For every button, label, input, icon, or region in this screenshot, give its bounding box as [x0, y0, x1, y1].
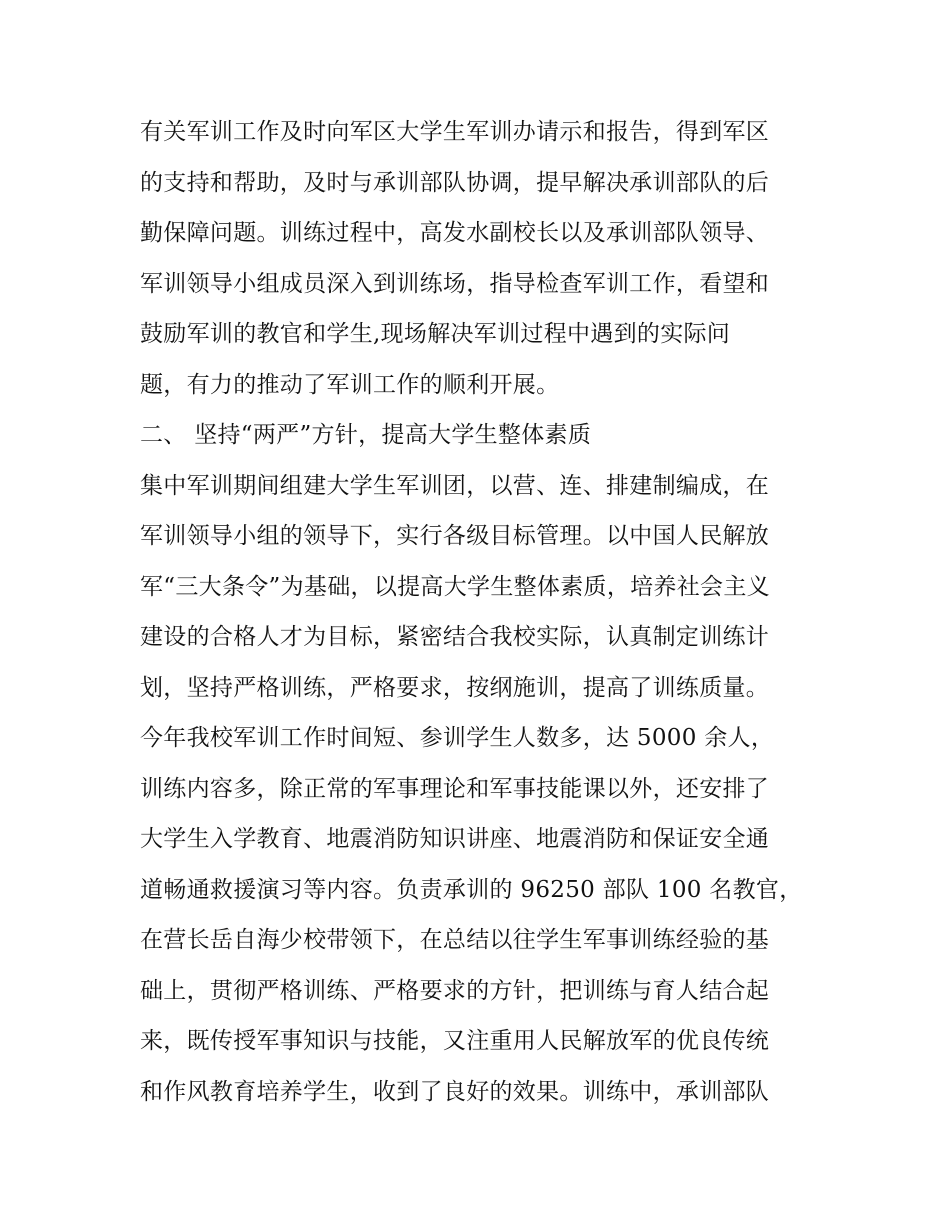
- text-line: 集中军训期间组建大学生军训团，以营、连、排建制编成，在: [140, 472, 770, 499]
- text-line: 勤保障问题。训练过程中，高发水副校长以及承训部队领导、: [140, 220, 770, 246]
- text-line: 来，既传授军事知识与技能，又注重用人民解放军的优良传统: [140, 1028, 770, 1054]
- text-line: 军训领导小组成员深入到训练场，指导检查军训工作，看望和: [140, 270, 770, 297]
- text-line: 鼓励军训的教官和学生,现场解决军训过程中遇到的实际问: [140, 321, 731, 347]
- text-line: 的支持和帮助，及时与承训部队协调，提早解决承训部队的后: [140, 169, 770, 196]
- text-line: 础上，贯彻严格训练、严格要求的方针，把训练与育人结合起: [140, 977, 770, 1004]
- text-line: 今年我校军训工作时间短、参训学生人数多，达 5000 余人，: [140, 725, 775, 751]
- text-line: 有关军训工作及时向军区大学生军训办请示和报告，得到军区: [140, 119, 770, 145]
- text-line: 题，有力的推动了军训工作的顺利开展。: [140, 371, 560, 398]
- text-line: 道畅通救援演习等内容。负责承训的 96250 部队 100 名教官，: [140, 876, 803, 903]
- text-line: 在营长岳自海少校带领下，在总结以往学生军事训练经验的基: [140, 927, 770, 953]
- document-body: [140, 107, 820, 1117]
- text-line: 建设的合格人才为目标，紧密结合我校实际，认真制定训练计: [140, 624, 770, 650]
- text-line: 划，坚持严格训练，严格要求，按纲施训，提高了训练质量。: [140, 674, 770, 701]
- text-line: 军“三大条令”为基础，以提高大学生整体素质，培养社会主义: [140, 573, 770, 600]
- text-line: 训练内容多，除正常的军事理论和军事技能课以外，还安排了: [140, 775, 770, 802]
- text-line: 大学生入学教育、地震消防知识讲座、地震消防和保证安全通: [140, 826, 770, 852]
- text-line: 军训领导小组的领导下，实行各级目标管理。以中国人民解放: [140, 523, 770, 549]
- text-line: 和作风教育培养学生，收到了良好的效果。训练中，承训部队: [140, 1078, 770, 1105]
- section-heading: 二、 坚持“两严”方针，提高大学生整体素质: [140, 422, 592, 448]
